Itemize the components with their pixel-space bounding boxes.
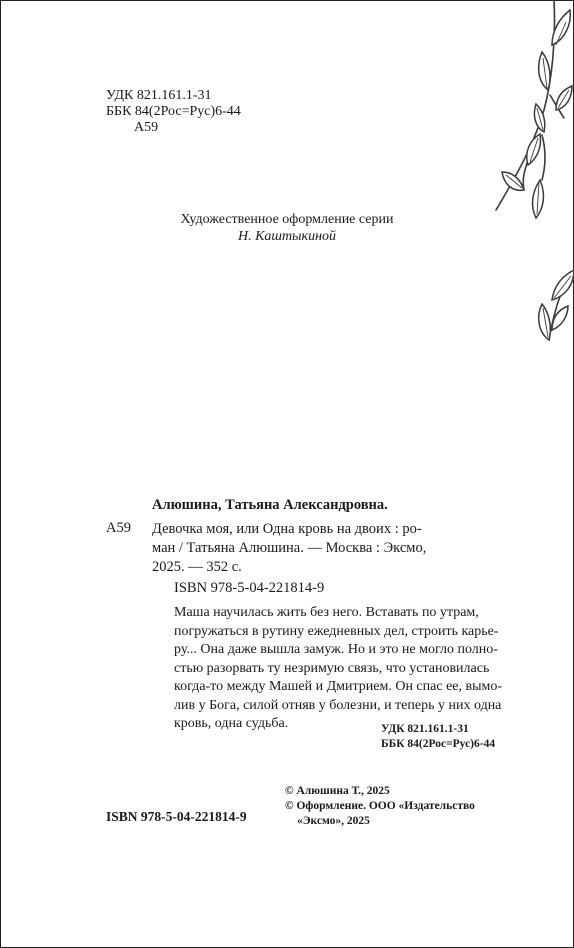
- annotation-line: когда-то между Машей и Дмитрием. Он спас ее, вымо-: [174, 679, 503, 694]
- bottom-classification-codes: [381, 722, 495, 752]
- annotation: [174, 604, 502, 734]
- bbk-code: ББК 84(2Рос=Рус)6-44: [106, 104, 241, 119]
- bbk-code: ББК 84(2Рос=Рус)6-44: [381, 738, 496, 750]
- copyright-author: © Алюшина Т., 2025: [285, 785, 390, 797]
- copyright-block: [285, 784, 475, 829]
- annotation-line: стью разорвать ту незримую связь, что установилась: [174, 660, 490, 676]
- udk-code: УДК 821.161.1-31: [381, 723, 469, 735]
- series-line: Художественное оформление серии: [180, 212, 394, 227]
- copyright-design: © Оформление. ООО «Издательство: [285, 800, 475, 812]
- copyright-publisher: «Эксмо», 2025: [297, 815, 370, 827]
- series-designer: Н. Каштыкиной: [237, 229, 337, 244]
- series-credit: [0, 211, 574, 245]
- top-classification-codes: [106, 88, 241, 136]
- card-title-line: 2025. — 352 с.: [152, 559, 242, 575]
- card-title-line: Девочка моя, или Одна кровь на двоих : ро-: [152, 521, 422, 537]
- card-author: Алюшина, Татьяна Александровна.: [152, 497, 388, 513]
- card-code: А59: [106, 520, 131, 536]
- card-title-line: ман / Татьяна Алюшина. — Москва : Эксмо,: [152, 540, 427, 556]
- annotation-line: ру... Она даже вышла замуж. Но и это не могло полно-: [174, 642, 498, 657]
- annotation-line: погружаться в рутину ежедневных дел, строить карье-: [174, 623, 499, 639]
- annotation-line: Маша научилась жить без него. Вставать по утрам,: [174, 605, 479, 620]
- udk-code: УДК 821.161.1-31: [106, 88, 212, 103]
- author-sign: А59: [134, 120, 159, 135]
- annotation-line: лив у Бога, силой отняв у болезни, и теперь у них одна: [174, 697, 502, 713]
- isbn-bottom: ISBN 978-5-04-221814-9: [106, 809, 247, 824]
- leafy-branch-icon: [494, 0, 574, 360]
- card-isbn: ISBN 978-5-04-221814-9: [174, 580, 325, 596]
- card-title-block: [152, 520, 426, 577]
- annotation-line: кровь, одна судьба.: [174, 716, 289, 731]
